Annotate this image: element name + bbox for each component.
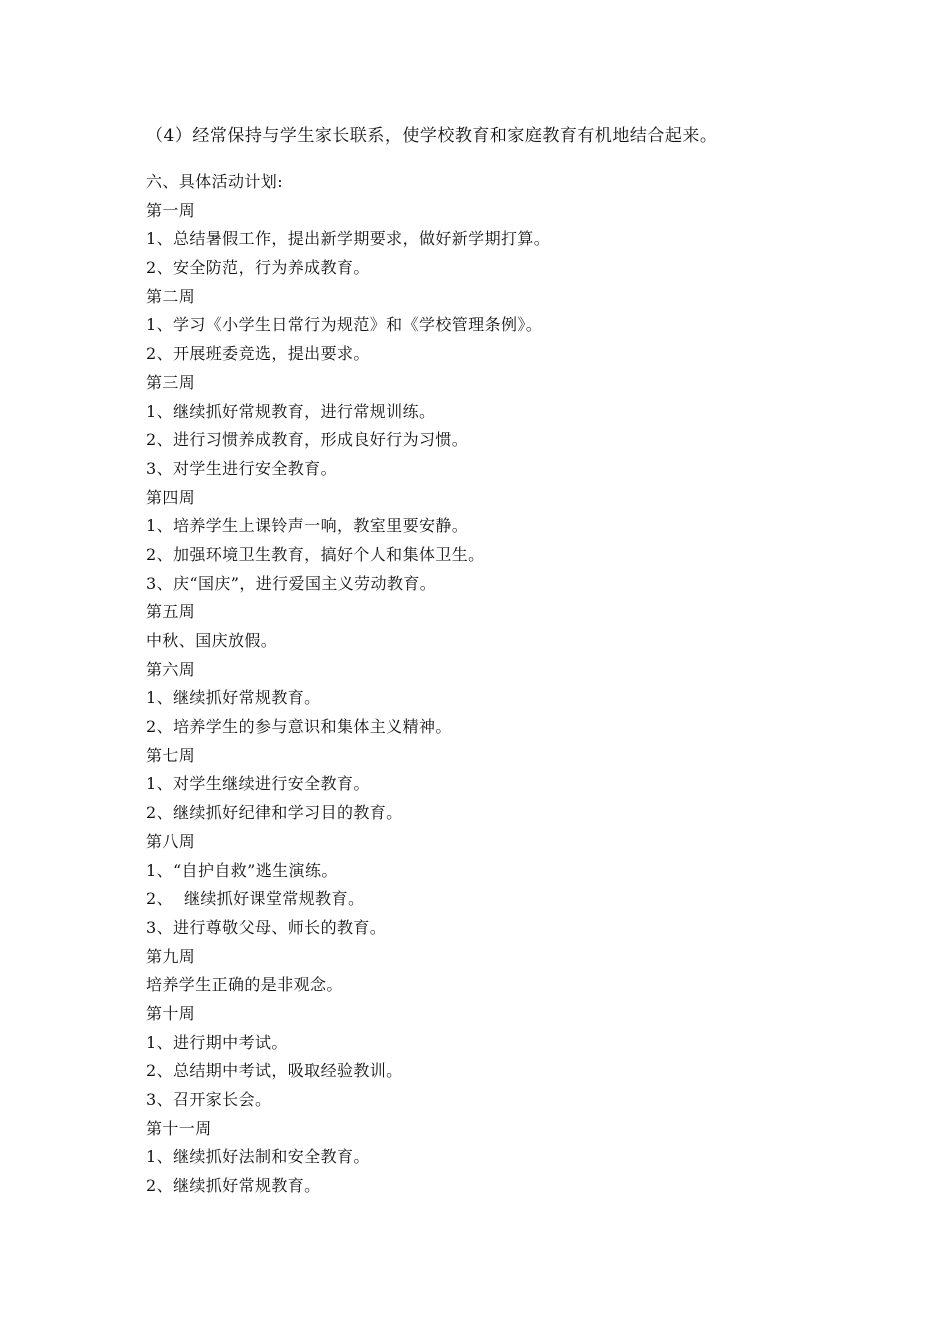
- plan-item: 1、继续抓好常规教育，进行常规训练。: [146, 401, 436, 421]
- plan-item: 2、进行习惯养成教育，形成良好行为习惯。: [146, 430, 469, 450]
- plan-item: 1、继续抓好法制和安全教育。: [146, 1147, 370, 1167]
- plan-item: 2、总结期中考试，吸取经验教训。: [146, 1061, 403, 1081]
- week-heading: 第十一周: [146, 1118, 212, 1138]
- plan-item: 1、对学生继续进行安全教育。: [146, 774, 370, 794]
- plan-item: 1、进行期中考试。: [146, 1032, 288, 1052]
- plan-item: 3、进行尊敬父母、师长的教育。: [146, 917, 387, 937]
- plan-item: 1、继续抓好常规教育。: [146, 688, 321, 708]
- plan-item: 中秋、国庆放假。: [146, 631, 278, 650]
- week-heading: 第四周: [146, 487, 196, 507]
- week-heading: 第八周: [146, 831, 196, 851]
- intro-paragraph: （4）经常保持与学生家长联系，使学校教育和家庭教育有机地结合起来。: [146, 126, 718, 146]
- plan-item: 2、安全防范，行为养成教育。: [146, 258, 370, 278]
- plan-item: 1、培养学生上课铃声一响，教室里要安静。: [146, 516, 469, 536]
- plan-item: 1、总结暑假工作，提出新学期要求，做好新学期打算。: [146, 229, 551, 249]
- week-heading: 第五周: [146, 602, 196, 622]
- plan-item: 2、加强环境卫生教育，搞好个人和集体卫生。: [146, 544, 485, 564]
- week-heading: 第一周: [146, 200, 196, 220]
- plan-item: 2、培养学生的参与意识和集体主义精神。: [146, 717, 452, 737]
- plan-item: 2、继续抓好纪律和学习目的教育。: [146, 803, 403, 823]
- plan-item: 2、 继续抓好课堂常规教育。: [146, 889, 365, 909]
- week-heading: 第九周: [146, 946, 196, 966]
- plan-item: 3、庆“国庆”，进行爱国主义劳动教育。: [146, 573, 437, 593]
- plan-item: 1、学习《小学生日常行为规范》和《学校管理条例》。: [146, 315, 543, 335]
- week-heading: 第六周: [146, 659, 196, 679]
- week-heading: 第二周: [146, 286, 196, 306]
- section-heading: 六、具体活动计划:: [146, 172, 283, 191]
- week-heading: 第三周: [146, 372, 196, 392]
- plan-item: 2、开展班委竞选，提出要求。: [146, 344, 370, 364]
- plan-item: 3、对学生进行安全教育。: [146, 458, 337, 478]
- week-heading: 第七周: [146, 745, 196, 765]
- plan-item: 3、召开家长会。: [146, 1090, 272, 1109]
- plan-item: 1、“自护自救”逃生演练。: [146, 860, 338, 880]
- plan-item: 培养学生正确的是非观念。: [146, 975, 343, 995]
- activity-plan: [146, 168, 906, 1201]
- week-heading: 第十周: [146, 1003, 196, 1023]
- plan-item: 2、继续抓好常规教育。: [146, 1176, 321, 1196]
